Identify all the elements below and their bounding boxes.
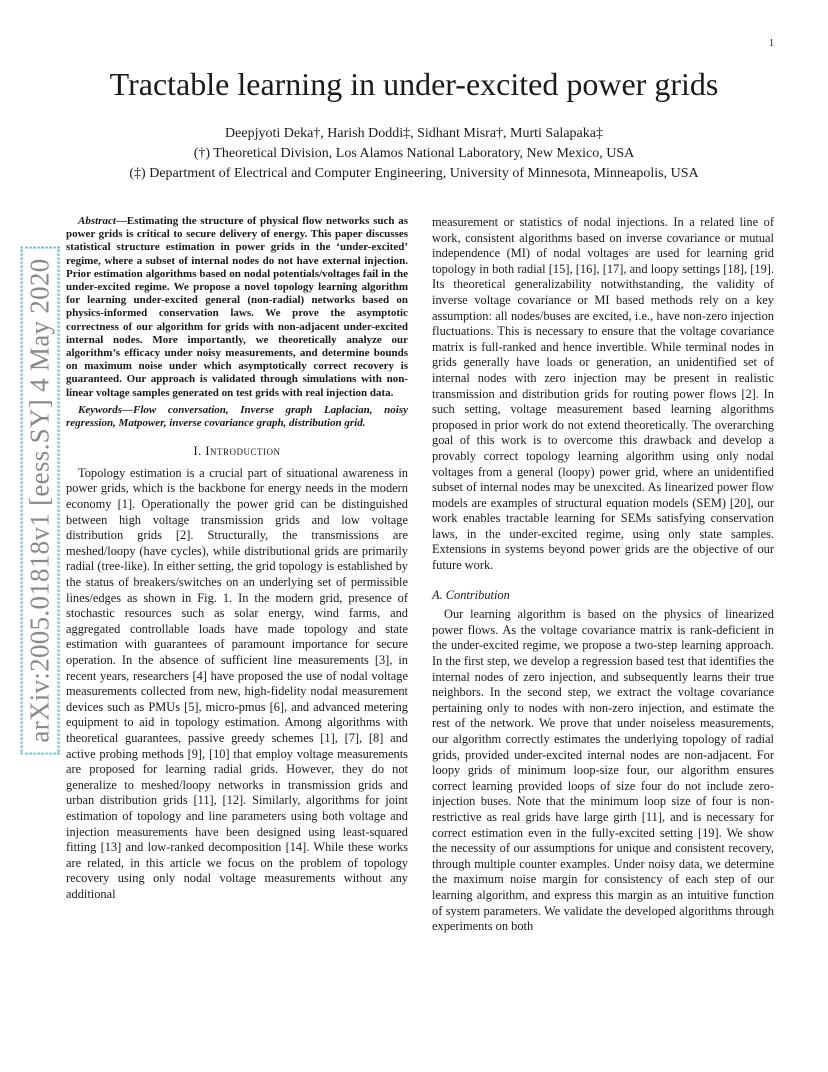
intro-paragraph: Topology estimation is a crucial part of situational awareness in power grids, which is the backbone for energy needs in the modern economy [1]. Operationally the power grid can be distinguished between high voltage transmission grids and low voltage distribution grids [2]. Structurally, the transmissions are meshed/loopy (have cycles), while distributional grids are primarily radial (tree-like). In either setting, the grid topology is established by the status of breakers/switches on an underlying set of permissible lines/edges as shown in Fig. 1. In the modern grid, presence of stochastic resources such as solar energy, wind farms, and aggregated controllable loads have made topology and state estimation with guarantees of paramount importance for secure operation. In the absence of sufficient line measurements [3], in recent years, researchers [4] have proposed the use of nodal voltage measurements collected from new, high-fidelity nodal measurement devices such as PMUs [5], micro-pmus [6], and advanced metering equipment to aid in topology estimation. Among algorithms with theoretical guarantees, passive greedy schemes [1], [7], [8] and active probing methods [9], [10] that employ voltage measurements are proposed for learning radial grids. However, they do not generalize to meshed/loopy networks in transmission grids and urban distribution grids [11], [12]. Similarly, algorithms for joint estimation of topology and line parameters using both voltage and injection measurements have been designed using least-squared fitting [13] and low-ranked decomposition [14]. While these works are related, in this article we focus on the problem of topology recovery using only nodal voltage measurements without any additional xyxy=(66,465,408,901)
subsection-heading-contribution: A. Contribution xyxy=(432,587,510,602)
arxiv-stamp xyxy=(18,250,62,750)
author-block xyxy=(0,124,828,184)
right-column xyxy=(432,215,774,935)
abstract-text: Estimating the structure of physical flow networks such as power grids is critical to secure delivery of energy. This paper discusses statistical structure estimation in power grids in the ‘under-excited’ regime, where a subset of internal nodes do not have external injection. Prior estimation algorithms based on nodal potentials/voltages fail in the under-excited regime. We propose a novel topology learning algorithm for learning under-excited general (non-radial) networks based on physics-informed conservation laws. We prove the asymptotic correctness of our algorithm for grids with non-adjacent under-excited internal nodes. More importantly, we theoretically analyze our algorithm’s efficacy under noisy measurements, and determine bounds on maximum noise under which asymptotically correct recovery is guaranteed. Our approach is validated through simulations with non-linear voltage samples generated on test grids with real injection data. xyxy=(66,215,408,399)
abstract-label: Abstract— xyxy=(78,215,127,227)
keywords xyxy=(66,404,408,430)
related-work-paragraph: measurement or statistics of nodal injections. In a related line of work, consistent algorithms based on inverse covariance or mutual independence (MI) of nodal voltages are used for learning grid topology in both radial [15], [16], [17], and loopy settings [18], [19]. Its theoretical generalizability notwithstanding, the validity of inverse voltage covariance or MI based methods rely on a key assumption: all nodes/buses are excited, i.e., have non-zero injection fluctuations. This is necessary to ensure that the voltage covariance matrix is full-ranked and hence invertible. While terminal nodes in grids generally have loads or generation, an unidentified set of internal nodes with zero injection may be present in realistic transmission and distribution grids for routing power flows [2]. In such setting, voltage measurement based learning algorithms proposed in prior work do not extend theoretically. The overarching goal of this work is to overcome this drawback and develop a provably correct topology learning algorithm using only nodal voltages from a general (loopy) power grid, where an unidentified subset of internal nodes may be unexcited. As linearized power flow models are examples of structural equation models (SEM) [20], our work enables tractable learning for SEMs satisfying conservation laws, in the under-excited regime, using only state samples. Extensions in systems beyond power grids are the objective of our future work. xyxy=(432,215,774,573)
paper-title: Tractable learning in under-excited power grids xyxy=(109,66,719,102)
contribution-paragraph: Our learning algorithm is based on the physics of linearized power flows. As the voltage covariance matrix is rank-deficient in the under-excited regime, we propose a two-step learning approach. In the first step, we develop a regression based test that identifies the internal nodes of zero injection, and subsequently learns their true neighbors. In the second step, we extract the voltage covariance pertaining only to nodes with non-zero injection, and estimate the rest of the network. We prove that under noiseless measurements, our algorithm correctly estimates the underlying topology of radial grids, provided under-excited internal nodes are non-adjacent. For loopy grids of minimum loop-size four, our algorithm ensures correct learning provided loops of size four do not include zero-injection buses. Note that the minimum loop size of four is non-restrictive as real grids have large girth [11], and is necessary for correct estimation even in the fully-excited setting [19]. We show the necessity of our assumptions for unique and consistent recovery, through multiple counter examples. Under noisy data, we determine the maximum noise margin for consistency of each step of our learning algorithm, and express this margin as an intuitive function of system parameters. We validate the developed algorithms through experiments on both xyxy=(432,607,774,934)
left-column xyxy=(66,215,408,902)
affiliation-umn: (‡) Department of Electrical and Computer Engineering, University of Minnesota, Minneapolis, USA xyxy=(129,166,699,181)
author-list: Deepjyoti Deka†, Harish Doddi‡, Sidhant Misra†, Murti Salapaka‡ xyxy=(225,126,603,141)
page-number: 1 xyxy=(769,38,774,49)
arxiv-id[interactable]: arXiv:2005.01818v1 [eess.SY] 4 May 2020 xyxy=(21,246,60,754)
abstract xyxy=(66,215,408,400)
affiliation-lanl: (†) Theoretical Division, Los Alamos National Laboratory, New Mexico, USA xyxy=(193,146,635,161)
section-heading-introduction: I. Introduction xyxy=(193,444,281,459)
keywords-text: Flow conversation, Inverse graph Laplacian, noisy regression, Matpower, inverse covariance graph, distribution grid. xyxy=(66,403,408,430)
keywords-label: Keywords— xyxy=(78,403,133,416)
